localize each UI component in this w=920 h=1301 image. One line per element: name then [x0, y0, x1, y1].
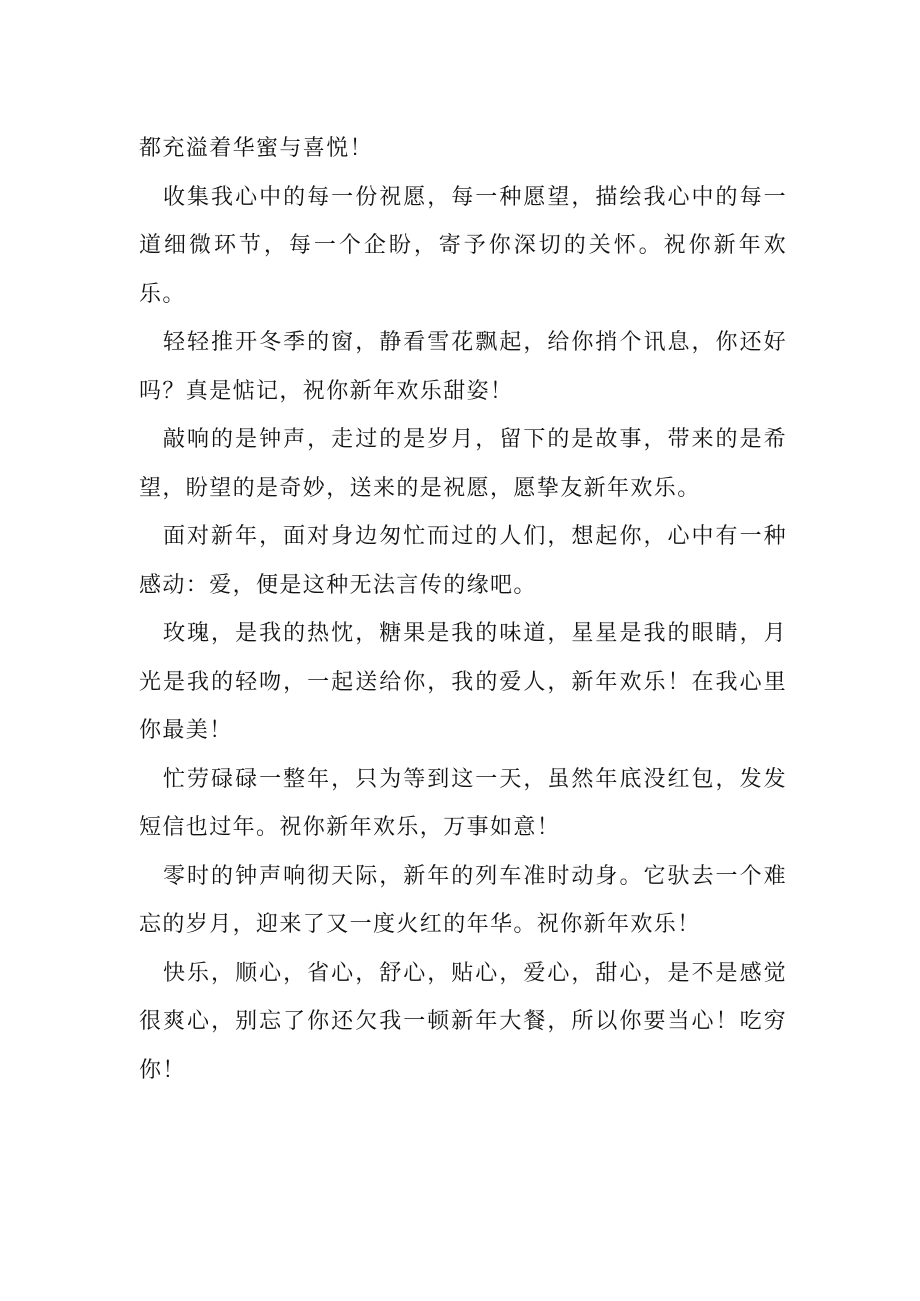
paragraph: 收集我心中的每一份祝愿，每一种愿望，描绘我心中的每一道细微环节，每一个企盼，寄予你深切的关怀。祝你新年欢乐。 [139, 184, 787, 307]
paragraph: 玫瑰，是我的热忱，糖果是我的味道，星星是我的眼睛，月光是我的轻吻，一起送给你，我的爱人，新年欢乐！在我心里你最美！ [139, 621, 787, 743]
paragraph: 忙劳碌碌一整年，只为等到这一天，虽然年底没红包，发发短信也过年。祝你新年欢乐，万事如意！ [139, 766, 787, 840]
paragraph: 快乐，顺心，省心，舒心，贴心，爱心，甜心，是不是感觉很爽心，别忘了你还欠我一顿新年大餐，所以你要当心！吃穷你！ [139, 960, 787, 1083]
paragraph-continuation: 都充溢着华蜜与喜悦！ [139, 136, 374, 161]
document-body [139, 125, 787, 1095]
paragraph: 轻轻推开冬季的窗，静看雪花飘起，给你捎个讯息，你还好吗？真是惦记，祝你新年欢乐甜姿！ [139, 330, 787, 404]
paragraph: 面对新年，面对身边匆忙而过的人们，想起你，心中有一种感动：爱，便是这种无法言传的缘吧。 [139, 524, 787, 598]
paragraph: 敲响的是钟声，走过的是岁月，留下的是故事，带来的是希望，盼望的是奇妙，送来的是祝愿，愿挚友新年欢乐。 [139, 427, 787, 501]
paragraph: 零时的钟声响彻天际，新年的列车准时动身。它驮去一个难忘的岁月，迎来了又一度火红的年华。祝你新年欢乐！ [139, 863, 787, 937]
